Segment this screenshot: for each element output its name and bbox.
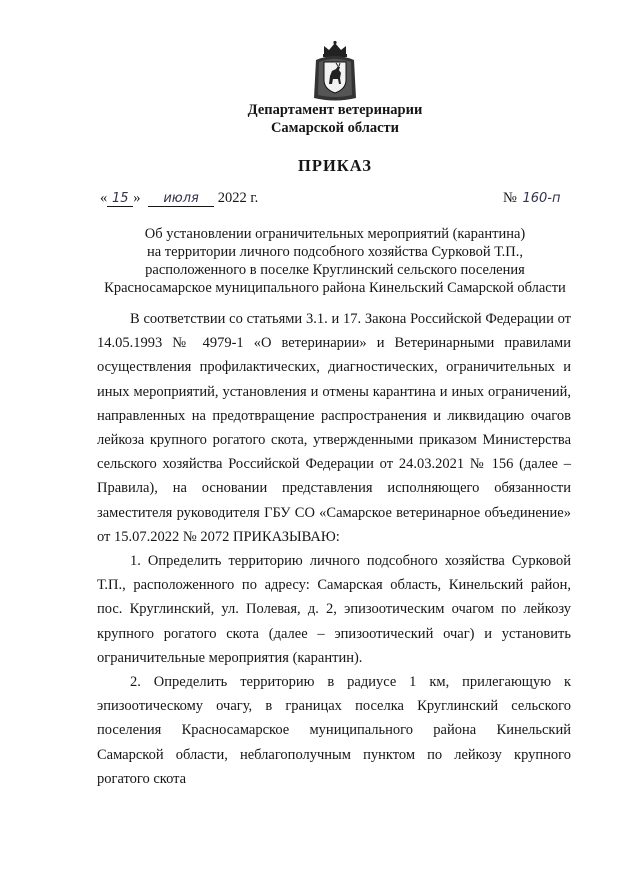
clause-1-paragraph: 1. Определить территорию личного подсобного хозяйства Сурковой Т.П., расположенного по адресу: Самарская область, Кинельский район, пос. Круглинский, ул. Полевая, д. 2, эпизоотическим очагом по лейкозу крупного рогатого скота (далее – эпизоотический очаг) и установить ограничительные мероприятия (карантин).: [97, 553, 571, 666]
date-open-quote: «: [100, 190, 108, 206]
department-line-1: Департамент ветеринарии: [247, 102, 423, 118]
department-line-2: Самарской области: [270, 120, 400, 136]
number-value-handwritten: 160-п: [522, 191, 561, 206]
number-label: №: [503, 190, 517, 206]
order-date: [100, 190, 258, 207]
subject-line-1: Об установлении ограничительных мероприятий (карантина): [144, 226, 526, 242]
document-type: ПРИКАЗ: [298, 156, 372, 175]
subject-line-3: расположенного в поселке Круглинский сельского поселения: [145, 262, 525, 278]
samara-coat-of-arms-icon: [312, 40, 358, 102]
date-month-handwritten: июля: [148, 191, 214, 207]
subject-line-2: на территории личного подсобного хозяйства Сурковой Т.П.,: [146, 244, 523, 260]
order-number: [503, 190, 592, 207]
clause-2-paragraph: 2. Определить территорию в радиусе 1 км, прилегающую к эпизоотическому очагу, в границах поселка Круглинский сельского поселения Красносамарское муниципального района Кинельский Самарской области, неблагополучным пунктом по лейкозу крупного рогатого скота: [97, 674, 571, 787]
date-day-handwritten: 15: [107, 191, 133, 207]
department-name: [0, 101, 640, 137]
subject-line-4: Красносамарское муниципального района Кинельский Самарской области: [104, 280, 566, 296]
order-subject: [95, 225, 575, 297]
preamble-paragraph: В соответствии со статьями 3.1. и 17. Закона Российской Федерации от 14.05.1993 № 4979-1 «О ветеринарии» и Ветеринарными правилами осуществления профилактических, диагностических, ограничительных и иных мероприятий, установления и отмены карантина и иных ограничений, направленных на предотвращение распространения и ликвидацию очагов лейкоза крупного рогатого скота, утвержденными приказом Министерства сельского хозяйства Российской Федерации от 24.03.2021 № 156 (далее – Правила), на основании представления исполняющего обязанности заместителя руководителя ГБУ СО «Самарское ветеринарное объединение» от 15.07.2022 № 2072 ПРИКАЗЫВАЮ:: [97, 311, 571, 545]
order-body: [97, 307, 571, 791]
date-year: 2022 г.: [217, 190, 259, 206]
date-close-quote: »: [133, 190, 141, 206]
